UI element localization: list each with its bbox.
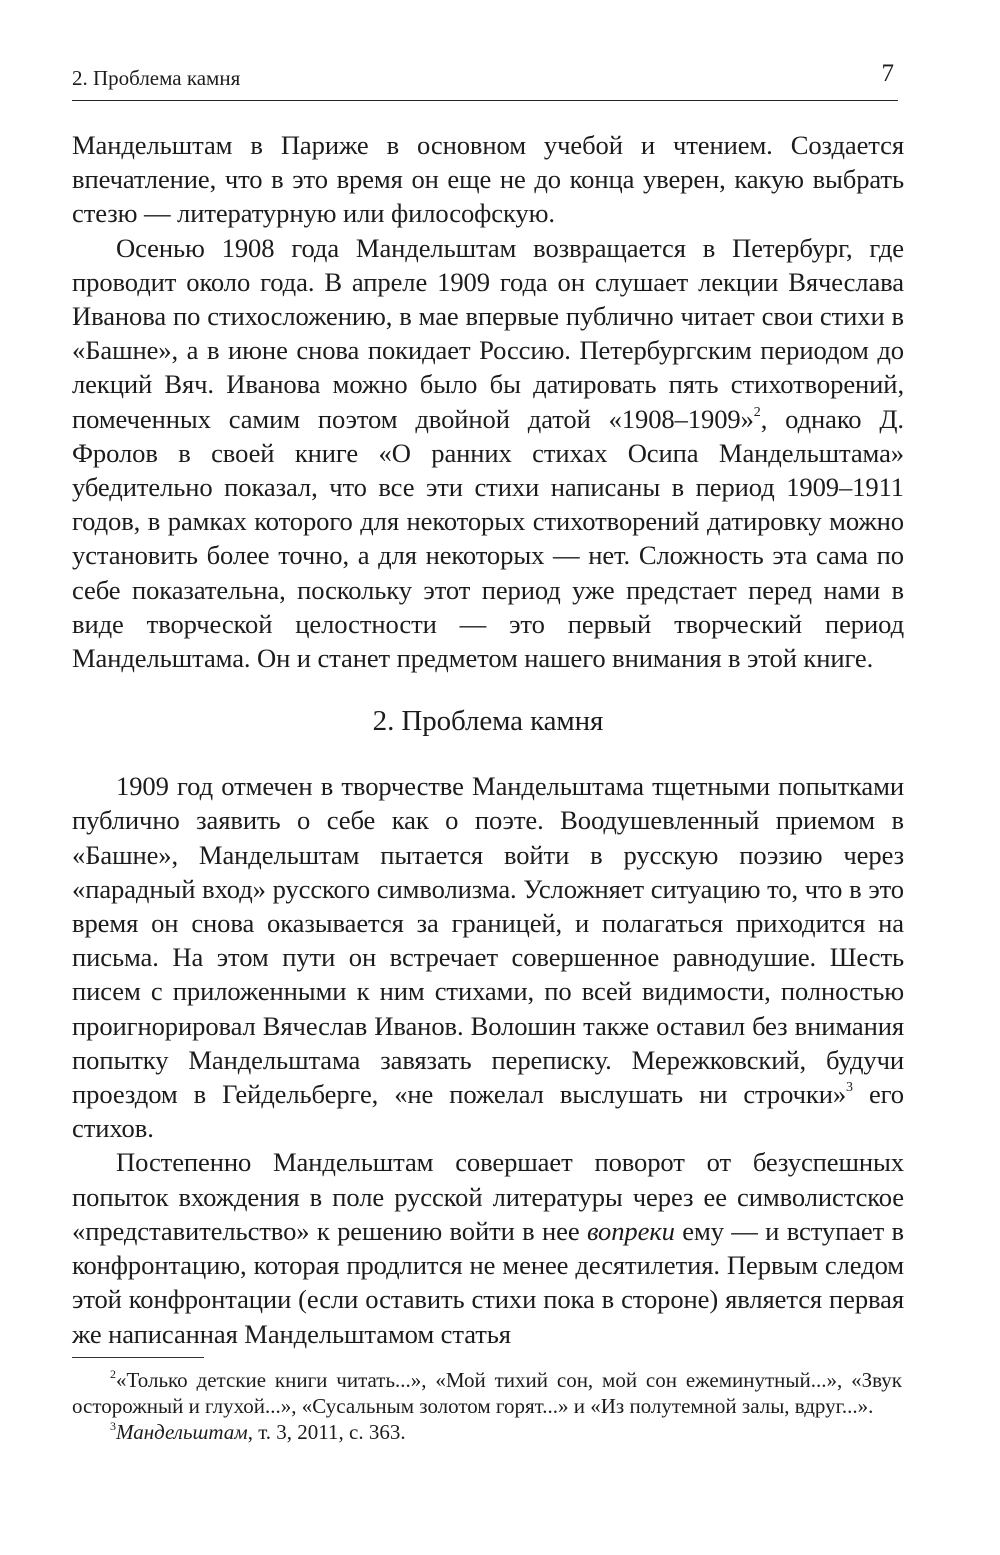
paragraph-3-text-b: его стихов. <box>72 1079 904 1144</box>
paragraph-1 <box>72 128 904 231</box>
paragraph-2-text-b: , однако Д. Фролов в своей книге «О ранних стихах Осипа Мандельштама» убедительно показал, что все эти стихи написаны в период 1909–1911 годов, в рамках которого для некоторых стихотворений датировку можно установить более точно, а для некоторых — нет. Сложность эта сама по себе показательна, поскольку этот период уже предстает перед нами в виде творческой целостности — это первый творческий период Мандельштама. Он и станет предметом нашего внимания в этой книге. <box>72 403 904 674</box>
page-number: 7 <box>881 60 894 87</box>
paragraph-2-text-a: Осенью 1908 года Мандельштам возвращается в Петербург, где проводит около года. В апреле 1909 года он слушает лекции Вячеслава Иванова по стихосложению, в мае впервые публично читает свои стихи в «Башне», а в июне снова покидает Россию. Петербургским периодом до лекций Вяч. Иванова можно было бы датировать пять стихотворений, помеченных самим поэтом двойной датой «1908–1909» <box>72 232 904 434</box>
footnotes <box>72 1367 902 1445</box>
footnote-3-text: , т. 3, 2011, с. 363. <box>247 1420 406 1444</box>
running-head <box>72 60 898 101</box>
running-head-section-title: 2. Проблема камня <box>72 66 241 90</box>
footnote-3-mark: 3 <box>110 1419 116 1433</box>
paragraph-4-text-b: ему — и вступает в конфронтацию, которая продлится не менее десятилетия. Первым следом этой конфронтации (если оставить стихи пока в стороне) является первая же написанная Мандельштамом статья <box>72 1215 904 1349</box>
footnote-ref-2[interactable]: 2 <box>753 404 761 420</box>
section-heading: 2. Проблема камня <box>372 705 604 738</box>
paragraph-2 <box>72 231 904 676</box>
footnote-separator <box>72 1357 204 1358</box>
footnote-ref-3[interactable]: 3 <box>846 1080 853 1096</box>
footnote-3-author: Мандельштам <box>116 1420 248 1444</box>
footnote-2-mark: 2 <box>110 1367 116 1381</box>
footnote-2-text: «Только детские книги читать...», «Мой тихий сон, мой сон ежеминутный...», «Звук осторожный и глухой...», «Сусальным золотом горят...» и «Из полутемной залы, вдруг...». <box>72 1368 902 1418</box>
footnote-3 <box>72 1419 902 1445</box>
paragraph-4 <box>72 1145 904 1350</box>
paragraph-1-text: Мандельштам в Париже в основном учебой и чтением. Создается впечатление, что в это время он еще не до конца уверен, какую выбрать стезю — литературную или философскую. <box>72 130 904 229</box>
paragraph-4-text-a: Постепенно Мандельштам совершает поворот от безуспешных попыток вхождения в поле русской литературы через ее символистское «представительство» к решению войти в нее <box>72 1147 904 1246</box>
paragraph-3-text-a: 1909 год отмечен в творчестве Мандельштама тщетными попытками публично заявить о себе как о поэте. Воодушевленный приемом в «Башне», Мандельштам пытается войти в русскую поэзию через «парадный вход» русского символизма. Усложняет ситуацию то, что в это время он снова оказывается за границей, и полагаться приходится на письма. На этом пути он встречает совершенное равнодушие. Шесть писем с приложенными к ним стихами, по всей видимости, полностью проигнорировал Вячеслав Иванов. Волошин также оставил без внимания попытку Мандельштама завязать переписку. Мережковский, будучи проездом в Гейдельберге, «не пожелал выслушать ни строчки» <box>72 771 904 1110</box>
main-text <box>72 128 904 1351</box>
paragraph-4-emphasis: вопреки <box>586 1215 675 1246</box>
paragraph-3 <box>72 769 904 1145</box>
footnote-2 <box>72 1367 902 1419</box>
